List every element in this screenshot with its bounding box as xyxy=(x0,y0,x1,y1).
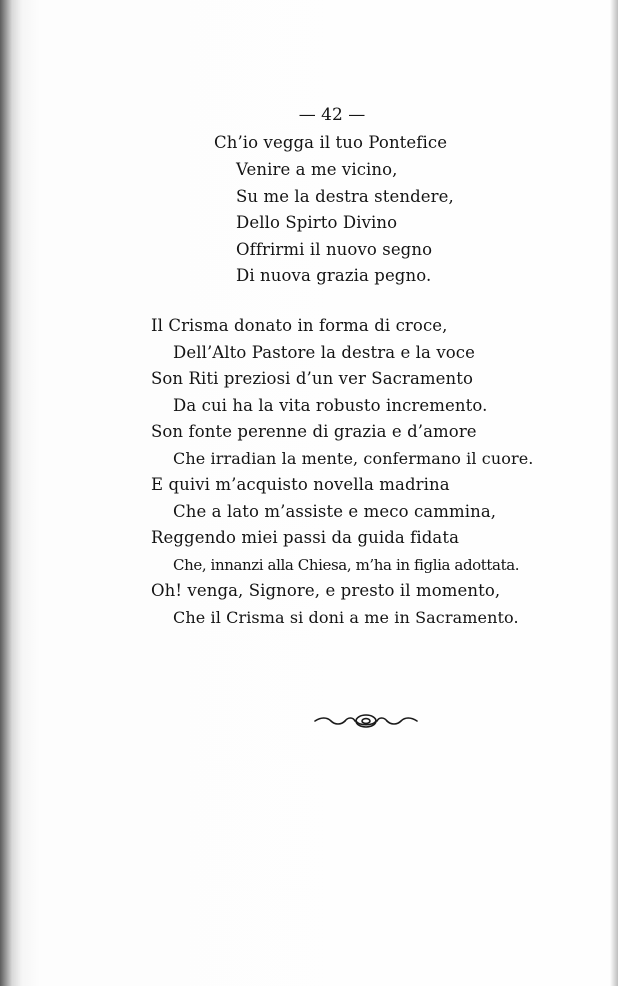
verse-line: Da cui ha la vita robusto incremento. xyxy=(173,396,488,415)
verse-line: Venire a me vicino, xyxy=(236,160,398,179)
verse-line: Di nuova grazia pegno. xyxy=(236,266,432,285)
verse-line: Il Crisma donato in forma di croce, xyxy=(151,316,448,335)
verse-line: Dello Spirto Divino xyxy=(236,213,398,232)
verse-line: Che irradian la mente, confermano il cuore. xyxy=(173,449,534,468)
verse-line: Che, innanzi alla Chiesa, m’ha in figlia adottata. xyxy=(173,556,520,574)
verse-line: Su me la destra stendere, xyxy=(236,187,454,206)
verse-line: Che il Crisma si doni a me in Sacramento. xyxy=(173,608,519,627)
verse-line: Oh! venga, Signore, e presto il momento, xyxy=(151,581,501,600)
verse-line: Ch’io vegga il tuo Pontefice xyxy=(214,133,448,152)
verse-line: Son Riti preziosi d’un ver Sacramento xyxy=(151,369,474,388)
verse-line: Reggendo miei passi da guida fidata xyxy=(151,528,460,547)
verse-line: Che a lato m’assiste e meco cammina, xyxy=(173,502,497,521)
scroll-flourish-icon xyxy=(313,710,419,732)
verse-line: E quivi m’acquisto novella madrina xyxy=(151,475,450,494)
verse-line: Offrirmi il nuovo segno xyxy=(236,240,433,259)
page-number: — 42 — xyxy=(298,105,366,125)
verse-line: Dell’Alto Pastore la destra e la voce xyxy=(173,343,476,362)
verse-line: Son fonte perenne di grazia e d’amore xyxy=(151,422,477,441)
